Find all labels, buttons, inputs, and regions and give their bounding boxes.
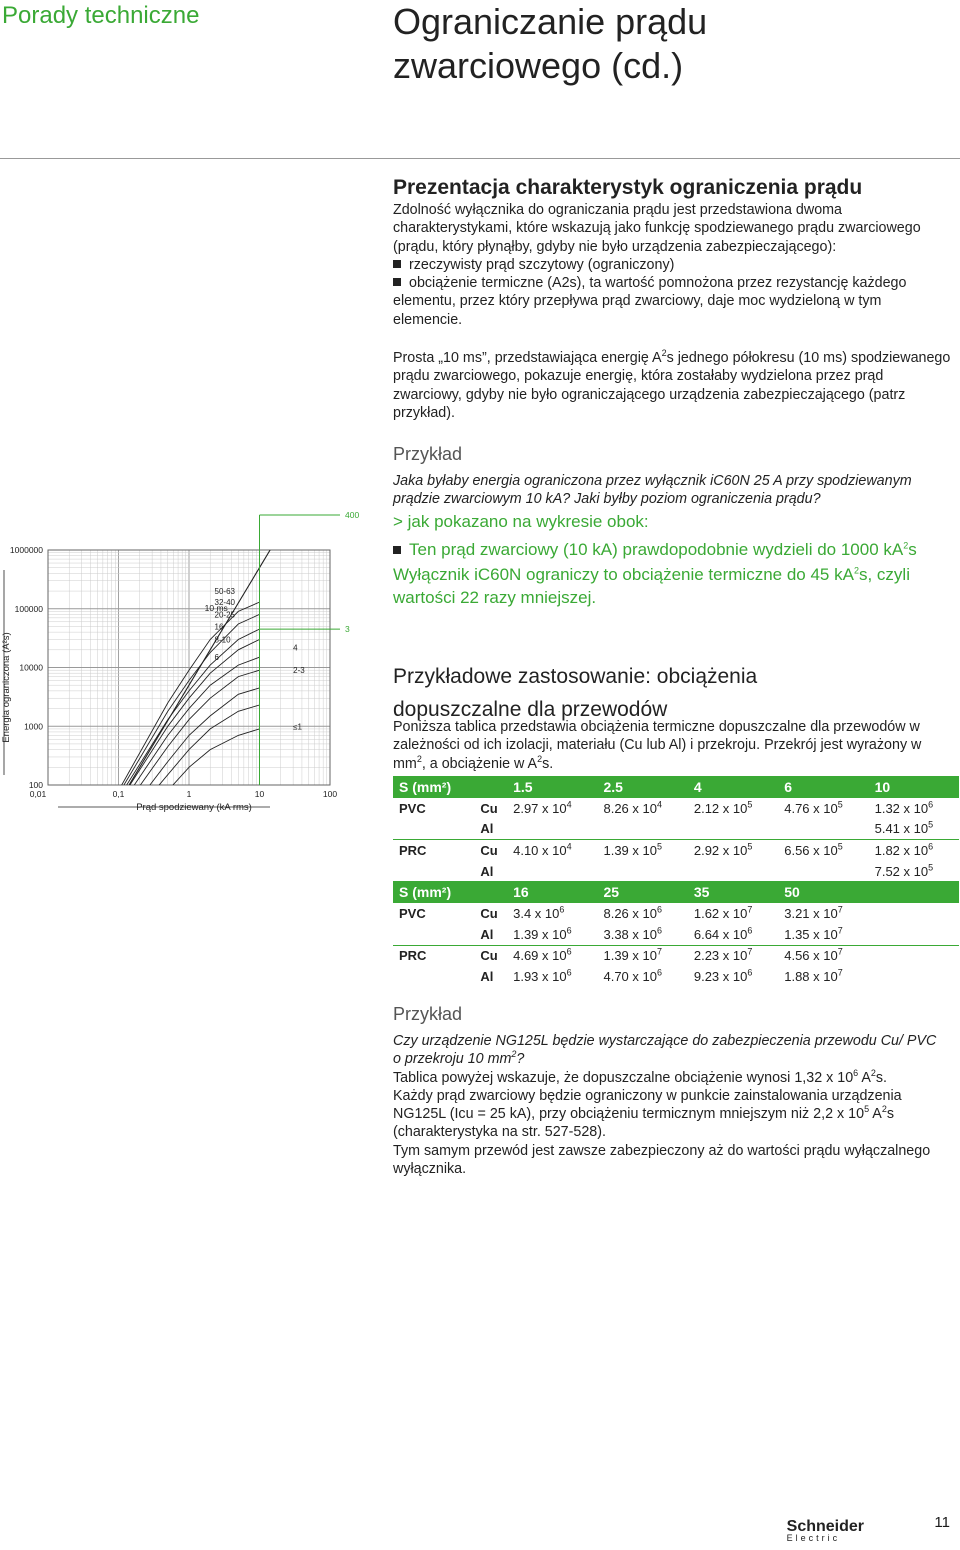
top-divider [0, 158, 960, 159]
series-curve [119, 500, 331, 803]
page-title-line1: Ograniczanie prądu [393, 1, 708, 42]
value-cell [869, 945, 959, 966]
side-label: 3 [345, 624, 350, 635]
value-cell: 1.39 x $10^7$ [597, 945, 687, 966]
reference-line-label: 10 ms [204, 603, 228, 614]
value-cell: 2.12 x $10^5$ [688, 798, 778, 819]
insulation-cell [393, 924, 474, 945]
intro-bullet-2: obciążenie termiczne (A2s), ta wartość pomnożona przez rezystancję każdego elementu, przez który przepływa prąd zwarciowy, daje moc wydzieloną w tym elemencie. [393, 275, 907, 328]
curve-label: 8-10 [214, 635, 231, 645]
value-cell [507, 819, 597, 840]
value-cell: 9.23 x $10^6$ [693, 967, 753, 984]
table-row [393, 819, 959, 840]
curve-label: 32-40 [214, 598, 235, 608]
example2-question: Czy urządzenie NG125L będzie wystarczające do zabezpieczenia przewodu Cu/ PVC o przekroju 10 $mm^2$? [393, 1033, 937, 1068]
value-cell: 4.10 x $10^4$ [507, 840, 597, 861]
prosta-paragraph: Prosta „10 ms”, przedstawiająca energię $A^2s$ jednego półokresu (10 ms) spodziewanego prądu zwarciowego, pokazuje energię, która zostałaby wydzielona przez prąd zwarciowy, gdyby nie było ograniczającego urządzenia zabezpieczającego (patrz przykład). [393, 348, 951, 421]
table-row [393, 840, 959, 861]
value-cell: 5.41 x $10^5$ [874, 820, 934, 837]
header-cell: 1.5 [507, 776, 597, 798]
bullet-icon [393, 278, 401, 286]
material-cell: Al [480, 926, 494, 942]
header-cell: S (mm²) [393, 881, 474, 903]
page-number: 11 [934, 1514, 950, 1531]
value-cell: 7.52 x $10^5$ [874, 862, 934, 879]
bullet-icon [393, 260, 401, 268]
side-label: 400 [345, 510, 360, 520]
limitation-chart [0, 500, 370, 840]
curve-label: 16 [214, 622, 224, 632]
value-cell: 2.97 x $10^4$ [507, 798, 597, 819]
curve-label: ≤1 [293, 722, 302, 732]
value-cell [688, 861, 778, 882]
value-cell: 1.39 x $10^6$ [513, 925, 572, 942]
answer-line: Wyłącznik iC60N ograniczy to obciążenie termiczne do 45 $kA^2s$, czyli wartości 22 razy mniejszej. [393, 565, 910, 607]
x-tick-label: 10 [254, 789, 265, 799]
material-cell: Cu [474, 840, 507, 861]
value-cell: 1.93 x $10^6$ [513, 967, 572, 984]
page-title-line2: zwarciowego (cd.) [393, 45, 684, 86]
x-tick-label: 0,1 [112, 789, 125, 799]
table-header-row [393, 881, 959, 903]
header-cell: 2.5 [597, 776, 687, 798]
page-title [393, 0, 707, 88]
value-cell: 1.88 x $10^7$ [784, 967, 843, 984]
value-cell: 6.64 x $10^6$ [693, 925, 753, 942]
table-header-row [393, 776, 959, 798]
header-cell: 35 [688, 881, 778, 903]
material-cell: Al [480, 863, 494, 879]
value-cell: 3.38 x $10^6$ [603, 925, 662, 942]
schneider-logo: Schneider Electric [786, 1518, 864, 1543]
intro-paragraph: Zdolność wyłącznika do ograniczania prądu jest przedstawiona dwoma charakterystykami, które wskazują jako funkcję spodziewanego prądu zwarciowego (prądu, który płynąłby, gdyby nie było urządzenia zabezpieczającego): [393, 202, 921, 255]
material-cell: Cu [474, 903, 507, 924]
material-cell: Al [480, 821, 494, 837]
insulation-cell: PRC [393, 945, 474, 966]
value-cell: 1.39 x $10^5$ [597, 840, 687, 861]
intro-bullet-1: rzeczywisty prąd szczytowy (ograniczony) [393, 256, 953, 274]
material-cell: Cu [474, 945, 507, 966]
intro-block [393, 201, 953, 329]
value-cell: 3.21 x $10^7$ [778, 903, 868, 924]
header-cell: 25 [597, 881, 687, 903]
value-cell [869, 903, 959, 924]
example2-line-3: Tym samym przewód jest zawsze zabezpieczony aż do wartości prądu wyłączalnego wyłącznika. [393, 1142, 931, 1178]
y-tick-label: 100 [28, 780, 43, 790]
header-cell: 16 [507, 881, 597, 903]
header-cell: 50 [778, 881, 868, 903]
header-cell [474, 776, 507, 798]
example1-label: Przykład [393, 444, 463, 464]
curve-label: 4 [293, 643, 298, 653]
application-heading: Przykładowe zastosowanie: obciążenia dopuszczalne dla przewodów [393, 665, 758, 721]
insulation-cell: PVC [393, 798, 474, 819]
value-cell: 1.62 x $10^7$ [688, 903, 778, 924]
section-label: Porady techniczne [2, 2, 200, 29]
value-cell [778, 819, 868, 840]
example1-answer [393, 511, 955, 609]
y-axis-label: Energia ograniczona (A²s) [1, 632, 12, 743]
value-cell [869, 924, 959, 945]
value-cell: 1.82 x $10^6$ [869, 840, 959, 861]
value-cell: 6.56 x $10^5$ [778, 840, 868, 861]
y-tick-label: 100000 [14, 603, 43, 614]
intro-heading: Prezentacja charakterystyk ograniczenia prądu [393, 176, 863, 199]
load-table [393, 776, 959, 987]
value-cell: 8.26 x $10^6$ [597, 903, 687, 924]
example1-question: Jaka byłaby energia ograniczona przez wyłącznik iC60N 25 A przy spodziewanym prądzie zwarciowym 10 kA? Jaki byłby poziom ograniczenia prądu? [393, 473, 912, 508]
table-row [393, 861, 959, 882]
answer-bullet: Ten prąd zwarciowy (10 kA) prawdopodobnie wydzieli do 1000 $kA^2s$ [393, 539, 955, 562]
insulation-cell: PRC [393, 840, 474, 861]
value-cell: 4.56 x $10^7$ [778, 945, 868, 966]
example2-block [393, 1032, 948, 1178]
table-row [393, 924, 959, 945]
value-cell [869, 966, 959, 987]
value-cell: 8.26 x $10^4$ [597, 798, 687, 819]
x-tick-label: 1 [186, 789, 192, 799]
value-cell [597, 819, 687, 840]
header-cell: 10 [869, 776, 959, 798]
bullet-icon [393, 546, 401, 554]
insulation-cell [393, 861, 474, 882]
value-cell [778, 861, 868, 882]
value-cell [597, 861, 687, 882]
value-cell: 4.69 x $10^6$ [507, 945, 597, 966]
header-cell [474, 881, 507, 903]
x-axis-label: Prąd spodziewany (kA rms) [136, 802, 252, 813]
value-cell [688, 819, 778, 840]
curve-label: 2-3 [293, 666, 305, 676]
value-cell: 1.32 x $10^6$ [869, 798, 959, 819]
example2-line-1: Tablica powyżej wskazuje, że dopuszczalne obciążenie wynosi 1,32 x $10^6$ $A^2s$. [393, 1067, 888, 1086]
value-cell [507, 861, 597, 882]
x-tick-label: 0,01 [29, 789, 47, 799]
material-cell: Al [480, 968, 494, 984]
example2-label: Przykład [393, 1004, 463, 1024]
header-cell: S (mm²) [393, 776, 474, 798]
insulation-cell [393, 819, 474, 840]
curve-label: 50-63 [214, 587, 235, 597]
y-tick-label: 1000000 [9, 545, 43, 555]
insulation-cell: PVC [393, 903, 474, 924]
header-cell [869, 881, 959, 903]
value-cell: 1.35 x $10^7$ [784, 925, 843, 942]
y-tick-label: 1000 [24, 721, 43, 732]
header-cell: 4 [688, 776, 778, 798]
value-cell: 2.92 x $10^5$ [688, 840, 778, 861]
table-row [393, 903, 959, 924]
answer-heading: > jak pokazano na wykresie obok: [393, 512, 649, 531]
value-cell: 4.70 x $10^6$ [603, 967, 662, 984]
x-tick-label: 100 [322, 789, 338, 799]
value-cell: 4.76 x $10^5$ [778, 798, 868, 819]
application-paragraph: Poniższa tablica przedstawia obciążenia termiczne dopuszczalne dla przewodów w zależności od ich izolacji, materiału (Cu lub Al) i przekroju. Przekrój jest wyrażony w $mm^2$, a obciążenie w $A^2s$. [393, 719, 922, 772]
curve-label: 20-25 [214, 610, 235, 620]
table-row [393, 966, 959, 987]
insulation-cell [393, 966, 474, 987]
material-cell: Cu [474, 798, 507, 819]
header-cell: 6 [778, 776, 868, 798]
example2-line-2: Każdy prąd zwarciowy będzie ograniczony w punkcie zainstalowania urządzenia NG125L (Icu = 25 kA), przy obciążeniu termicznym mniejszym niż 2,2 x $10^5$ $A^2s$ (charakterystyka na str. 527-528). [393, 1087, 902, 1141]
table-row [393, 798, 959, 819]
y-tick-label: 10000 [19, 662, 43, 673]
value-cell: 3.4 x $10^6$ [507, 903, 597, 924]
curve-label: 6 [214, 653, 219, 663]
table-row [393, 945, 959, 966]
value-cell: 2.23 x $10^7$ [688, 945, 778, 966]
